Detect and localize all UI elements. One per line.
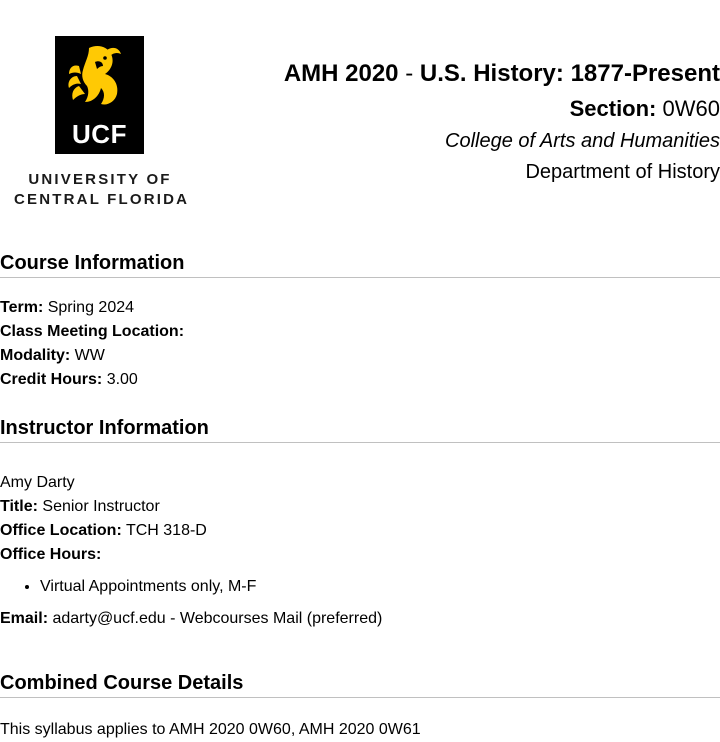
credit-hours-value: 3.00 [106, 371, 138, 388]
office-location-row [0, 519, 720, 543]
office-location-label: Office Location: [0, 522, 122, 539]
term-label: Term: [0, 299, 44, 316]
title-separator: - [405, 60, 414, 87]
course-name: U.S. History: 1877-Present [419, 60, 720, 87]
email-label: Email: [0, 610, 49, 627]
syllabus-header [0, 0, 720, 240]
pegasus-icon [55, 36, 144, 116]
section-value: 0W60 [662, 96, 720, 121]
instructor-title-row [0, 495, 720, 519]
email-link[interactable]: adarty@ucf.edu [52, 610, 166, 627]
location-row [0, 320, 720, 344]
office-location-value: TCH 318-D [125, 522, 207, 539]
email-note: - Webcourses Mail (preferred) [165, 610, 383, 627]
credit-hours-row [0, 368, 720, 392]
logo-box [55, 36, 144, 154]
term-row [0, 296, 720, 320]
course-code: AMH 2020 [283, 60, 399, 87]
logo-wordmark: UCF [72, 119, 127, 149]
modality-row [0, 344, 720, 368]
email-row [0, 607, 720, 631]
office-hours-list [0, 575, 720, 599]
combined-course-section [0, 670, 720, 742]
logo-central-florida: CENTRAL FLORIDA [14, 191, 190, 208]
instructor-title-label: Title: [0, 498, 38, 515]
office-hours-row [0, 543, 720, 567]
office-hours-item: • Virtual Appointments only, M-F [40, 575, 720, 599]
office-hours-label: Office Hours: [0, 546, 102, 563]
credit-hours-label: Credit Hours: [0, 371, 103, 388]
department-name: Department of History [525, 161, 720, 183]
course-information-section [0, 250, 720, 392]
instructor-title-value: Senior Instructor [42, 498, 160, 515]
section-label: Section: [569, 96, 657, 121]
course-title [240, 58, 720, 90]
logo-university-of: UNIVERSITY OF [28, 171, 172, 188]
section-line [240, 92, 720, 126]
instructor-information-heading: Instructor Information [0, 415, 720, 443]
college-name: College of Arts and Humanities [445, 130, 720, 152]
course-title-block [240, 58, 720, 188]
location-label: Class Meeting Location: [0, 323, 185, 340]
instructor-information-section [0, 415, 720, 631]
modality-value: WW [74, 347, 105, 364]
instructor-name: Amy Darty [0, 474, 75, 491]
combined-course-heading: Combined Course Details [0, 670, 720, 698]
course-information-heading: Course Information [0, 250, 720, 278]
modality-label: Modality: [0, 347, 71, 364]
combined-course-text: This syllabus applies to AMH 2020 0W60, AMH 2020 0W61 [0, 721, 421, 738]
term-value: Spring 2024 [47, 299, 135, 316]
